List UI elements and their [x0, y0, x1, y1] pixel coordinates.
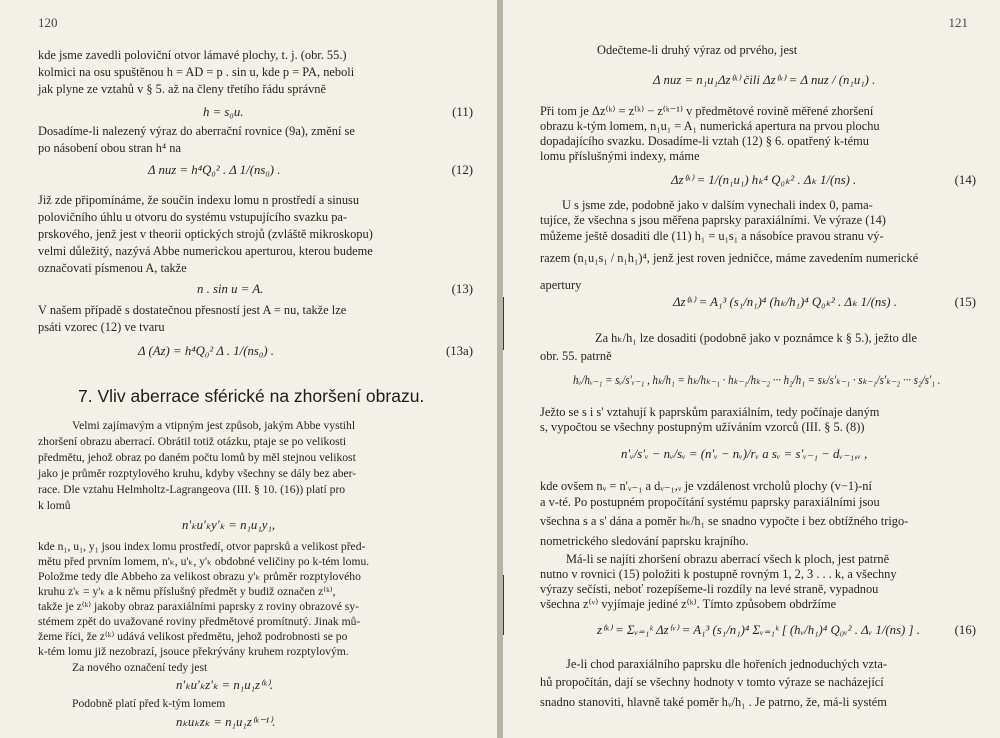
text-line: kde ovšem nᵥ = n'ᵥ₋₁ a dᵥ₋₁,ᵥ je vzdálenost vrcholů plochy (v−1)-ní — [540, 479, 872, 493]
text-line: lomu příslušnými indexy, máme — [540, 149, 700, 163]
text-line: zhoršení obrazu aberrací. Obrátil totiž otázku, ptaje se po velikosti — [38, 435, 347, 448]
text-line: kde jsme zavedli poloviční otvor lámavé plochy, t. j. (obr. 55.) — [38, 48, 347, 62]
text-line: Již zde připomínáme, že součin indexu lomu n prostředí a sinusu — [38, 193, 360, 207]
equation: Δz⁽ᵏ⁾ = 1/(n₁u₁) hₖ⁴ Q₀ₖ² . Δₖ 1/(ns) . — [671, 173, 857, 187]
text-line: nometrického sledování paprsku krajního. — [540, 534, 749, 548]
text-line: Dosadíme-li nalezený výraz do aberrační rovnice (9a), změní se — [38, 124, 355, 138]
text-line: mětu před prvním lomem, n'ₖ, u'ₖ, y'ₖ obdobné veličiny po k-tém lomu. — [38, 555, 370, 568]
text-line: po násobení obou stran h⁴ na — [38, 141, 182, 155]
text-line: jak plyne ze vztahů v § 5. až na členy třetího řádu správně — [38, 82, 326, 96]
text-line: jako je průměr rozptylového kruhu, kdyby všechny se dály bez aber- — [38, 467, 357, 480]
right-page — [503, 0, 1000, 738]
equation-number: (12) — [451, 163, 473, 177]
text-line: prskového, jenž jest v theorii optických strojů (zvláště mikroskopu) — [38, 227, 373, 241]
equation: n'ₖu'ₖy'ₖ = n₁u₁y₁, — [182, 518, 276, 532]
text-line: Odečteme-li druhý výraz od prvého, jest — [597, 43, 798, 57]
text-line: obr. 55. patrně — [540, 349, 612, 363]
text-line: dopadajícího svazku. Dosadíme-li vztah (12) § 6. opatřený k-tému — [540, 134, 869, 148]
text-line: s, vypočtou se všechny postupným užíváním vzorců (III. § 5. (8)) — [540, 420, 865, 434]
text-line: Položme tedy dle Abbeho za velikost obrazu y'ₖ průměr rozptylového — [38, 570, 361, 583]
text-line: psáti vzorec (12) ve tvaru — [38, 320, 165, 334]
text-line: obrazu k-tým lomem, n₁u₁ = A₁ numerická apertura na prvou plochu — [540, 119, 880, 133]
text-line: race. Dle vztahu Helmholtz-Lagrangeova (III. § 10. (16)) platí pro — [38, 483, 346, 496]
text-line: Má-li se najíti zhoršení obrazu aberrací všech k ploch, jest patrně — [566, 552, 890, 566]
text-line: výrazy sečísti, neboť rozepíšeme-li rozdíly na levé straně, vypadnou — [540, 582, 879, 596]
equation: n'ₖu'ₖz'ₖ = n₁u₁z⁽ᵏ⁾. — [176, 678, 274, 692]
text-line: všechna s a s' dána a poměr hₖ/h₁ se snadno vypočte i bez obtížného trigo- — [540, 514, 909, 528]
text-line: Při tom je Δz⁽ᵏ⁾ = z⁽ᵏ⁾ − z⁽ᵏ⁻¹⁾ v předmětové rovině měřené zhoršení — [540, 104, 874, 118]
page-edge-mark — [503, 297, 504, 350]
text-line: můžeme ještě dosaditi dle (11) h₁ = u₁s₁ a násobíce pravou stranu vý- — [540, 229, 884, 243]
equation: nₖuₖzₖ = n₁u₁z⁽ᵏ⁻¹⁾. — [176, 715, 276, 729]
text-line: kruhu z'ₖ = y'ₖ a k němu příslušný předmět y budiž označen z⁽ᵏ⁾, — [38, 585, 336, 598]
text-line: Je-li chod paraxiálního paprsku dle hořeních jednoduchých vzta- — [566, 657, 888, 671]
text-line: hů propočítán, dají se všechny hodnoty v tomto výraze se nacházející — [540, 675, 884, 689]
text-line: Za hₖ/h₁ lze dosaditi (podobně jako v poznámce k § 5.), ježto dle — [595, 331, 918, 345]
equation: Δ nuz = h⁴Q₀² . Δ 1/(ns₀) . — [148, 163, 281, 177]
equation: n'ᵥ/s'ᵥ − nᵥ/sᵥ = (n'ᵥ − nᵥ)/rᵥ a sᵥ = s'ᵥ₋₁ − dᵥ₋₁,ᵥ , — [621, 447, 868, 461]
equation: Δ (Az) = h⁴Q₀² Δ . 1/(ns₀) . — [138, 344, 274, 358]
text-line: Za nového označení tedy jest — [72, 661, 208, 674]
text-line: k-tém lomu již nezobrazí, jsouce překrývány kruhem rozptylovým. — [38, 645, 349, 658]
text-line: k lomů — [38, 499, 71, 512]
text-line: takže je z⁽ᵏ⁾ jakoby obraz paraxiálními paprsky z roviny obrazové sy- — [38, 600, 359, 613]
equation-number: (15) — [954, 295, 976, 309]
text-line: nutno v rovnici (15) položiti k postupně rovným 1, 2, 3 . . . k, a všechny — [540, 567, 897, 581]
text-line: Ježto se s i s' vztahují k paprskům paraxiálním, tedy počínaje daným — [540, 405, 880, 419]
text-line: razem (n₁u₁s₁ / n₁h₁)⁴, jenž jest roven jedničce, máme zavedením numerické — [540, 251, 919, 265]
text-line: V našem případě s dostatečnou přesností jest A = nu, takže lze — [38, 303, 347, 317]
text-line: a v-té. Po postupném propočítání systému paprsky paraxiálními jsou — [540, 495, 880, 509]
text-line: předmětu, jehož obraz po daném počtu lomů by měl stejnou velikost — [38, 451, 356, 464]
text-line: velmi důležitý, nazývá Abbe numerickou aperturou, kterou budeme — [38, 244, 373, 258]
equation: h = s₀u. — [203, 105, 244, 119]
equation-number: (16) — [954, 623, 976, 637]
text-line: U s jsme zde, podobně jako v dalším vynechali index 0, pama- — [562, 198, 873, 212]
equation: hᵥ/hᵥ₋₁ = sᵥ/s'ᵥ₋₁ , hₖ/h₁ = hₖ/hₖ₋₁ · hₖ₋₁/hₖ₋₂ ··· h₂/h₁ = sₖ/s'ₖ₋₁ · sₖ₋₁/s'ₖ₋₂ ··· s₂/s'₁ . — [573, 373, 941, 387]
equation-number: (11) — [452, 105, 473, 119]
equation-number: (13) — [451, 282, 473, 296]
text-line: apertury — [540, 278, 582, 292]
equation-number: (14) — [954, 173, 976, 187]
page-edge-mark — [503, 575, 504, 635]
text-line: kde n₁, u₁, y₁ jsou index lomu prostředí, otvor paprsků a velikost před- — [38, 540, 366, 553]
text-line: Velmi zajímavým a vtipným jest způsob, jakým Abbe vystihl — [72, 419, 356, 432]
equation: z⁽ᵏ⁾ = Σᵥ₌₁ᵏ Δz⁽ᵛ⁾ = A₁³ (s₁/n₁)⁴ Σᵥ₌₁ᵏ [ (hᵥ/h₁)⁴ Q₀ᵥ² . Δᵥ 1/(ns) ] . — [597, 623, 920, 637]
equation: Δ nuz = n₁u₁Δz⁽ᵏ⁾ čili Δz⁽ᵏ⁾ = Δ nuz / (n₁u₁) . — [653, 73, 876, 87]
text-line: Podobně platí před k-tým lomem — [72, 697, 226, 710]
equation-number: (13a) — [446, 344, 473, 358]
text-line: polovičního úhlu u otvoru do systému vstupujícího svazku pa- — [38, 210, 348, 224]
left-page — [0, 0, 497, 738]
text-line: stémem zpět do uvažované roviny předmětové promítnutý. Jinak mů- — [38, 615, 361, 628]
text-line: tujíce, že všechna s jsou měřena paprsky paraxiálními. Ve výraze (14) — [540, 213, 886, 227]
text-line: žeme říci, že z⁽ᵏ⁾ udává velikost předmětu, jehož podrobnosti se po — [38, 630, 348, 643]
page-number: 121 — [948, 15, 968, 30]
equation: Δz⁽ᵏ⁾ = A₁³ (s₁/n₁)⁴ (hₖ/h₁)⁴ Q₀ₖ² . Δₖ 1/(ns) . — [673, 295, 897, 309]
text-line: kolmici na osu spuštěnou h = AD = p . sin u, kde p = PA, neboli — [38, 65, 355, 79]
section-heading: 7. Vliv aberrace sférické na zhoršení obrazu. — [78, 386, 425, 406]
text-line: označovati písmenou A, takže — [38, 261, 187, 275]
text-line: snadno stanoviti, hlavně také poměr hᵥ/h₁ . Je patrno, že, má-li systém — [540, 695, 887, 709]
equation: n . sin u = A. — [197, 282, 264, 296]
text-line: všechna z⁽ᵛ⁾ vyjímaje jediné z⁽ᵏ⁾. Tímto způsobem obdržíme — [540, 597, 837, 611]
page-number: 120 — [38, 15, 58, 30]
